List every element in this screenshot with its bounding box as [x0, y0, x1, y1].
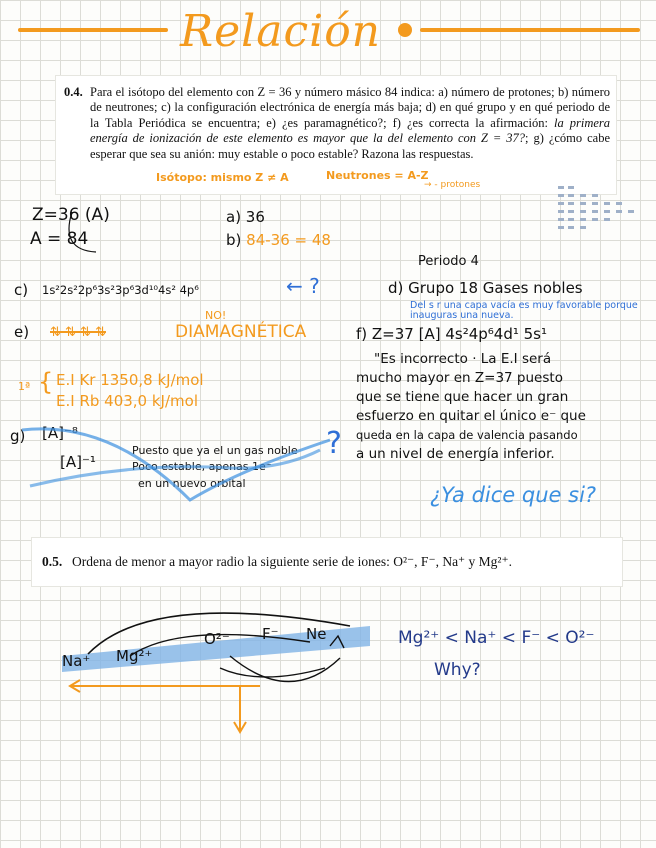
ion-mg: Mg²⁺ [116, 647, 153, 665]
answer-a: a) 36 [226, 208, 265, 226]
answer-f-line-1: "Es incorrecto · La E.I será [374, 351, 552, 367]
note-periodo: Periodo 4 [418, 254, 479, 269]
ei-brace-icon: { [38, 368, 54, 396]
answer-g-text-2: Poco estable, apenas 1e⁻ [132, 460, 272, 473]
answer-b-label: b) [226, 231, 242, 249]
answer-b-value: 84-36 = 48 [246, 231, 331, 249]
answer-f-line-2: mucho mayor en Z=37 puesto [356, 370, 563, 386]
page-title: Relación [180, 6, 382, 57]
question-04-text-italic: la primera energía de ionización de este elemento es mayor que la del elemento con Z = 37? [90, 115, 611, 146]
question-05-number: 0.5. [42, 554, 63, 569]
note-z: Z=36 (A) [32, 205, 110, 225]
ion-o: O²⁻ [204, 630, 230, 648]
note-neutrones: Neutrones = A-Z [326, 169, 429, 182]
ion-ne: Ne [306, 625, 327, 643]
answer-g-text-1: Puesto que ya el un gas noble [132, 444, 298, 457]
question-04-text-a: Para el isótopo del elemento con Z = 36 y número másico 84 indica: a) número de protones; b) número de neutrones; c) la configuración electrónica de energía más baja; d) en qué grupo y en qué periodo de la Tabla Periódica se encuentra; e) ¿es paramagnético?; f) ¿es correcta la afirmación: [90, 85, 610, 130]
answer-g-question: ? [326, 426, 342, 461]
note-a: A = 84 [30, 229, 89, 249]
blue-note: Del s r una capa vacía es muy favorable porque inauguras una nueva. [410, 300, 638, 321]
answer-e-label: e) [14, 323, 30, 341]
question-05-card [32, 538, 622, 586]
ion-diagram [40, 596, 400, 736]
answer-f-why: ¿Ya dice que si? [430, 483, 597, 507]
answer-c-question: ← ? [286, 274, 320, 298]
note-isotopo: Isótopo: mismo Z ≠ A [156, 171, 289, 184]
note-protones: → - protones [424, 180, 481, 190]
answer-g-text-3: en un nuevo orbital [138, 477, 246, 490]
question-05-text: Ordena de menor a mayor radio la siguiente serie de iones: O²⁻, F⁻, Na⁺ y Mg²⁺. [72, 554, 512, 569]
answer-f-line: f) Z=37 [A] 4s²4p⁶4d¹ 5s¹ [356, 325, 548, 343]
answer-c-config: 1s²2s²2p⁶3s²3p⁶3d¹⁰4s² 4p⁶ [42, 283, 199, 297]
answer-e-value: DIAMAGNÉTICA [175, 322, 307, 342]
answer-e-arrows: ⇅ ⇅ ⇅ ⇅ [50, 325, 106, 340]
order-answer: Mg²⁺ < Na⁺ < F⁻ < O²⁻ [398, 628, 595, 648]
note-no: NO! [205, 309, 227, 322]
ion-na: Na⁺ [62, 652, 91, 670]
order-why: Why? [434, 660, 481, 680]
ei-label: 1ª [18, 380, 31, 393]
answer-f-line-6: a un nivel de energía inferior. [356, 446, 555, 462]
answer-f-line-4: esfuerzo en quitar el único e⁻ que [356, 408, 586, 424]
answer-g-anion-1: [A]⁻¹ [60, 453, 96, 471]
answer-g-label: g) [10, 427, 26, 445]
answer-f-line-3: que se tiene que hacer un gran [356, 389, 569, 405]
answer-c-label: c) [14, 281, 29, 299]
answer-g-anion-8: [A]⁻⁸ [42, 424, 78, 442]
ei-kr: E.I Kr 1350,8 kJ/mol [56, 371, 204, 389]
ion-f: F⁻ [262, 625, 279, 643]
question-04-text-b: ; g) ¿cómo cabe esperar que sea su anión: muy estable o poco estable? Razona las respuestas. [90, 131, 610, 161]
ei-rb: E.I Rb 403,0 kJ/mol [56, 392, 198, 410]
question-04-number: 0.4. [64, 85, 83, 99]
answer-d: d) Grupo 18 Gases nobles [388, 279, 583, 297]
answer-f-line-5: queda en la capa de valencia pasando [356, 428, 578, 442]
